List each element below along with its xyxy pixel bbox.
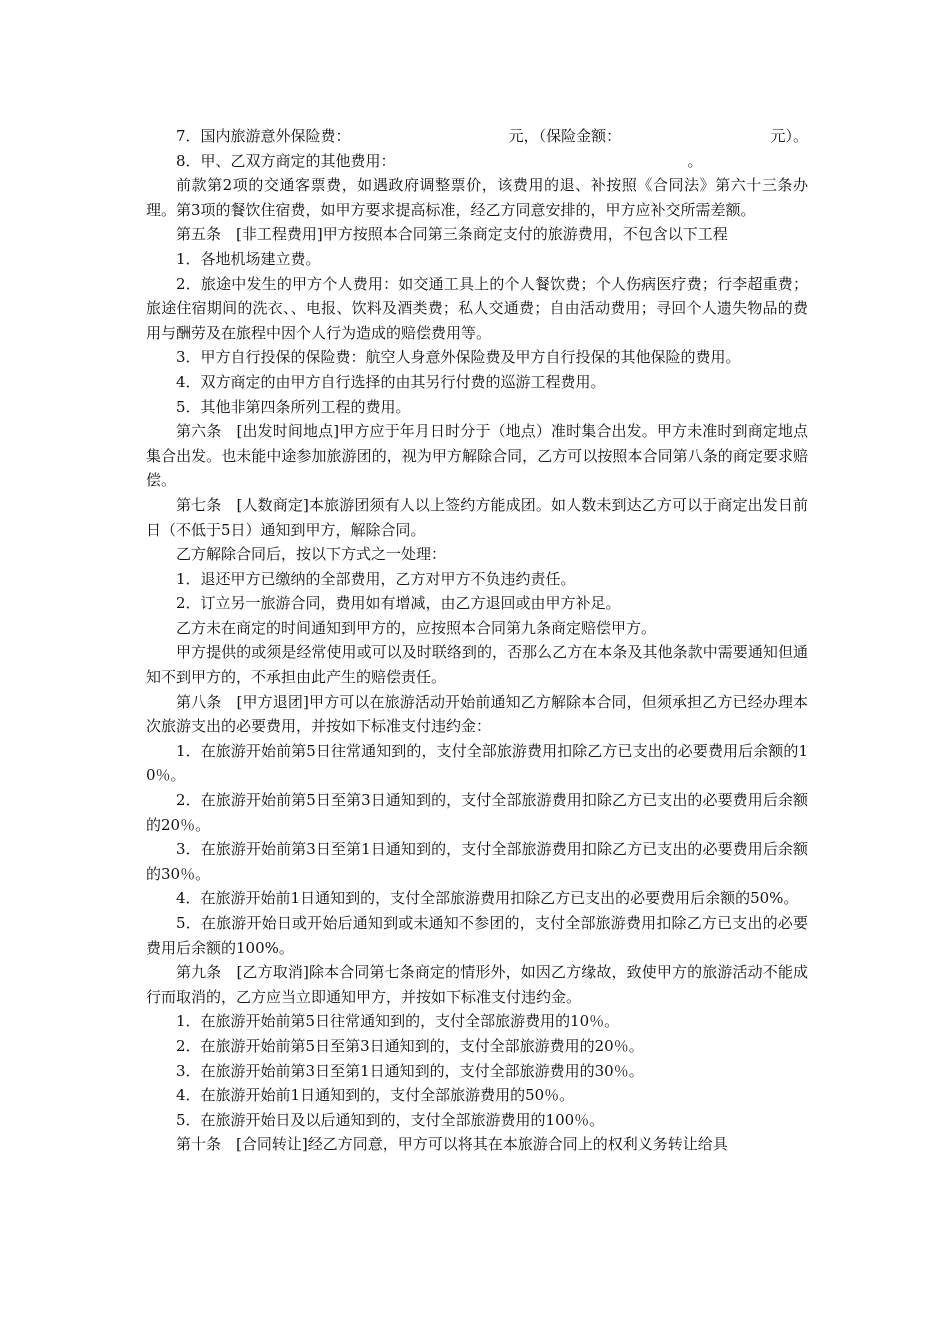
list-item: 3．在旅游开始前第3日至第1日通知到的，支付全部旅游费用扣除乙方已支出的必要费用后余额的30％。: [146, 840, 808, 883]
insurance-amount-blank: [621, 124, 740, 149]
insurance-fee-blank: [351, 124, 479, 149]
list-item: 3．在旅游开始前第3日至第1日通知到的，支付全部旅游费用的30％。: [176, 1061, 644, 1080]
article-10: 第十条 [合同转让]经乙方同意，甲方可以将其在本旅游合同上的权利义务转让给具: [176, 1135, 728, 1154]
list-item: 2．旅途中发生的甲方个人费用：如交通工具上的个人餐饮费；个人伤病医疗费；行李超重费；旅途住宿期间的洗衣、、电报、饮料及酒类费；私人交通费；自由活动费用；寻回个人遗失物品的费用与酬劳及在旅程中因个人行为造成的赔偿费用等。: [146, 274, 808, 342]
list-item: 1．在旅游开始前第5日往常通知到的，支付全部旅游费用扣除乙方已支出的必要费用后余额的10％。: [146, 741, 808, 785]
article-5-heading: 第五条 [非工程费用]甲方按照本合同第三条商定支付的旅游费用，不包含以下工程: [176, 225, 728, 244]
list-item: 2．订立另一旅游合同，费用如有增减，由乙方退回或由甲方补足。: [176, 594, 621, 613]
list-item: 5．其他非第四条所列工程的费用。: [176, 397, 411, 416]
list-item: 4．双方商定的由甲方自行选择的由其另行付费的巡游工程费用。: [176, 372, 606, 391]
other-fees-blank: [396, 149, 658, 174]
list-item: 5．在旅游开始日及以后通知到的，支付全部旅游费用的100％。: [176, 1110, 605, 1129]
list-item: 1．各地机场建立费。: [176, 249, 321, 268]
other-fees-label: 8．甲、乙双方商定的其他费用：: [176, 151, 396, 170]
paragraph: 甲方提供的或须是经常使用或可以及时联络到的，否那么乙方在本条及其他条款中需要通知但通知不到甲方的，不承担由此产生的赔偿责任。: [146, 643, 808, 687]
paragraph: 前款第2项的交通客票费，如遇政府调整票价，该费用的退、补按照《合同法》第六十三条办理。第3项的餐饮住宿费，如甲方要求提高标准，经乙方同意安排的，甲方应补交所需差额。: [146, 176, 808, 219]
article-9: 第九条 [乙方取消]除本合同第七条商定的情形外，如因乙方缘故，致使甲方的旅游活动不能成行而取消的，乙方应当立即通知甲方，并按如下标准支付违约金。: [146, 963, 808, 1006]
other-fees-suffix: 。: [687, 151, 703, 170]
paragraph: 乙方解除合同后，按以下方式之一处理：: [176, 545, 447, 564]
article-6: 第六条 [出发时间地点]甲方应于年月日时分于（地点）准时集合出发。甲方未准时到商定地点集合出发。也未能中途参加旅游团的，视为甲方解除合同，乙方可以按照本合同第八条的商定要求赔偿。: [146, 422, 808, 490]
insurance-fee-label: 7．国内旅游意外保险费：: [176, 127, 351, 145]
article-7: 第七条 [人数商定]本旅游团须有人以上签约方能成团。如人数未到达乙方可以于商定出发日前日（不低于5日）通知到甲方，解除合同。: [146, 495, 808, 539]
insurance-fee-line: [146, 124, 808, 149]
list-item: 1．退还甲方已缴纳的全部费用，乙方对甲方不负违约责任。: [176, 569, 576, 588]
list-item: 4．在旅游开始前1日通知到的，支付全部旅游费用扣除乙方已支出的必要费用后余额的50%。: [176, 889, 799, 908]
list-item: 1．在旅游开始前第5日往常通知到的，支付全部旅游费用的10％。: [176, 1012, 620, 1031]
insurance-amount-label: 元，（保险金额：: [508, 127, 622, 145]
list-item: 4．在旅游开始前1日通知到的，支付全部旅游费用的50％。: [176, 1086, 575, 1105]
insurance-amount-suffix: 元）。: [770, 127, 808, 145]
list-item: 3．甲方自行投保的保险费：航空人身意外保险费及甲方自行投保的其他保险的费用。: [176, 348, 741, 367]
list-item: 5．在旅游开始日或开始后通知到或未通知不参团的，支付全部旅游费用扣除乙方已支出的必要费用后余额的100%。: [146, 914, 808, 957]
article-8: 第八条 [甲方退团]甲方可以在旅游活动开始前通知乙方解除本合同，但须承担乙方已经办理本次旅游支出的必要费用，并按如下标准支付违约金：: [146, 692, 808, 736]
list-item: 2．在旅游开始前第5日至第3日通知到的，支付全部旅游费用的20％。: [176, 1036, 644, 1055]
document-body: [146, 124, 808, 1157]
other-fees-line: [146, 149, 808, 174]
list-item: 2．在旅游开始前第5日至第3日通知到的，支付全部旅游费用扣除乙方已支出的必要费用后余额的20％。: [146, 791, 808, 834]
paragraph: 乙方未在商定的时间通知到甲方的，应按照本合同第九条商定赔偿甲方。: [176, 618, 657, 637]
